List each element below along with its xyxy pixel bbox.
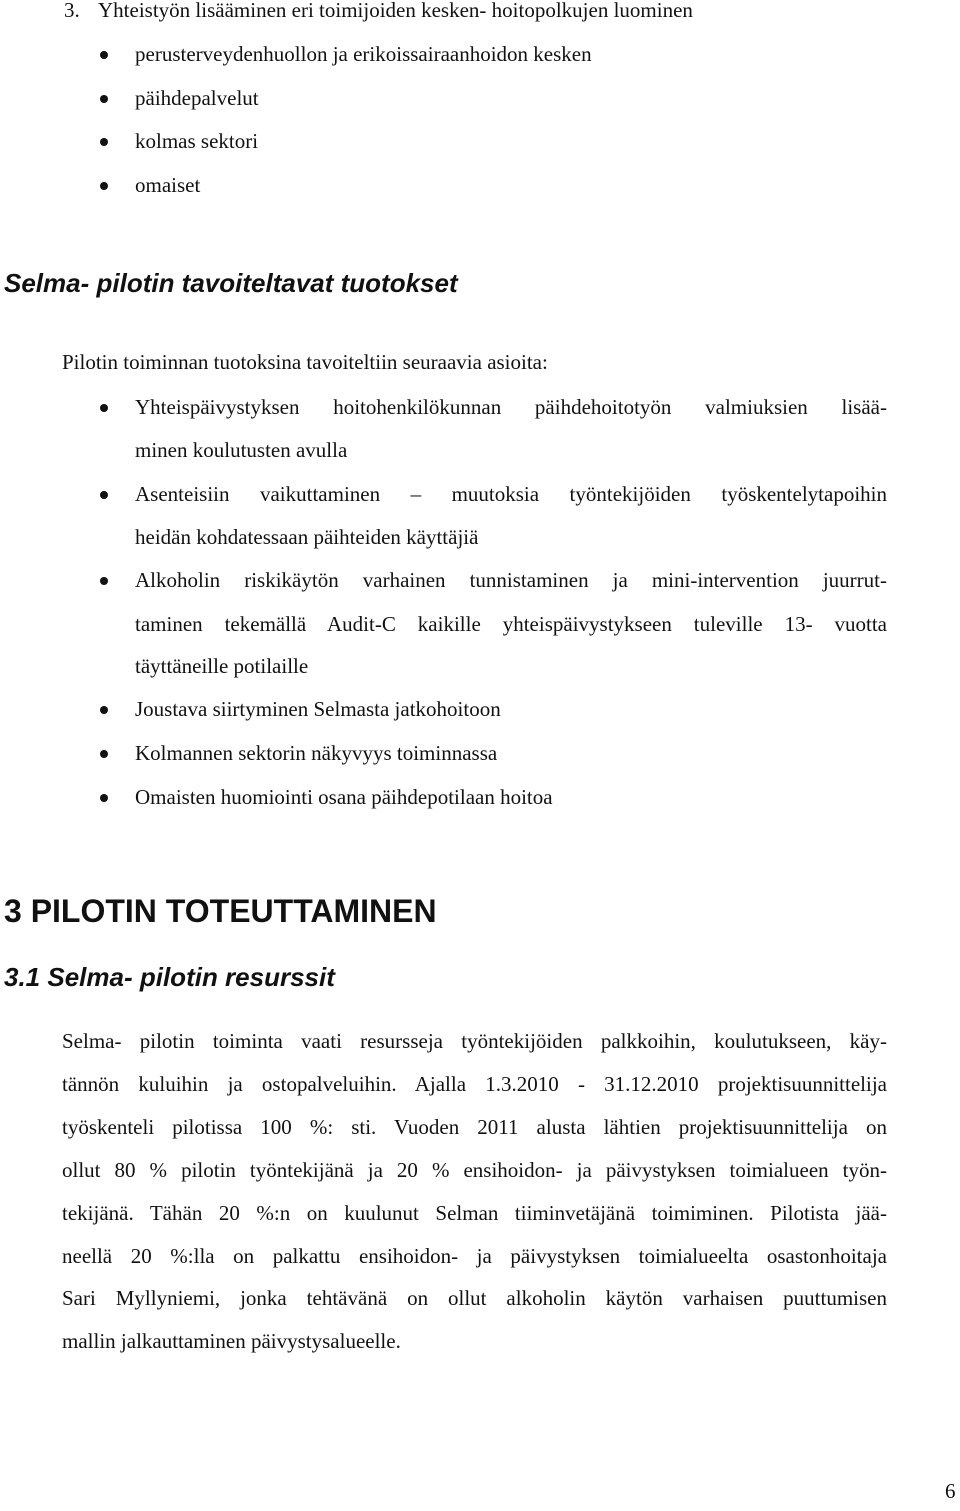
bullet-icon: [100, 404, 108, 412]
bullet-item-line: Alkoholin riskikäytön varhainen tunnistaminen ja mini-intervention juurrut-: [135, 568, 887, 592]
bullet-icon: [100, 577, 108, 585]
page-number: 6: [945, 1479, 956, 1503]
paragraph-line: mallin jalkauttaminen päivystysalueelle.: [62, 1329, 401, 1353]
bullet-item-line: Asenteisiin vaikuttaminen – muutoksia työntekijöiden työskentelytapoihin: [135, 482, 887, 506]
paragraph-line: Selma- pilotin toiminta vaati resursseja työntekijöiden palkkoihin, koulutukseen, käy-: [62, 1029, 887, 1053]
list-number: 3.: [64, 0, 80, 22]
bullet-item-line: minen koulutusten avulla: [135, 438, 348, 462]
bullet-icon: [100, 182, 108, 190]
bullet-icon: [100, 138, 108, 146]
paragraph-line: ollut 80 % pilotin työntekijänä ja 20 % ensihoidon- ja päivystyksen toimialueen työn-: [62, 1158, 887, 1182]
section-heading: Selma- pilotin tavoiteltavat tuotokset: [4, 268, 458, 298]
bullet-item-line: täyttäneille potilaille: [135, 654, 309, 678]
chapter-heading: 3 PILOTIN TOTEUTTAMINEN: [4, 893, 437, 929]
list-subitem: päihdepalvelut: [135, 86, 259, 110]
bullet-icon: [100, 794, 108, 802]
list-subitem: omaiset: [135, 173, 201, 197]
bullet-item-line: taminen tekemällä Audit-C kaikille yhteispäivystykseen tuleville 13- vuotta: [135, 612, 887, 636]
bullet-icon: [100, 750, 108, 758]
paragraph-line: neellä 20 %:lla on palkattu ensihoidon- ja päivystyksen toimialueelta osastonhoitaja: [62, 1244, 887, 1268]
list-subitem: kolmas sektori: [135, 129, 259, 153]
bullet-item-line: Kolmannen sektorin näkyvyys toiminnassa: [135, 741, 498, 765]
bullet-item-line: Omaisten huomiointi osana päihdepotilaan hoitoa: [135, 785, 553, 809]
paragraph-line: Sari Myllyniemi, jonka tehtävänä on ollut alkoholin käytön varhaisen puuttumisen: [62, 1286, 887, 1310]
list-item-title: Yhteistyön lisääminen eri toimijoiden kesken- hoitopolkujen luominen: [98, 0, 693, 22]
chapter-subheading: 3.1 Selma- pilotin resurssit: [4, 962, 335, 992]
bullet-item-line: Joustava siirtyminen Selmasta jatkohoitoon: [135, 697, 501, 721]
bullet-icon: [100, 95, 108, 103]
paragraph-line: työskenteli pilotissa 100 %: sti. Vuoden 2011 alusta lähtien projektisuunnittelija on: [62, 1115, 887, 1139]
bullet-icon: [100, 51, 108, 59]
paragraph-line: tännön kuluihin ja ostopalveluihin. Ajalla 1.3.2010 - 31.12.2010 projektisuunnittelija: [62, 1072, 887, 1096]
paragraph-line: tekijänä. Tähän 20 %:n on kuulunut Selman tiiminvetäjänä toimiminen. Pilotista jää-: [62, 1201, 887, 1225]
list-subitem: perusterveydenhuollon ja erikoissairaanhoidon kesken: [135, 42, 592, 66]
bullet-item-line: heidän kohdatessaan päihteiden käyttäjiä: [135, 525, 479, 549]
bullet-icon: [100, 706, 108, 714]
section-intro: Pilotin toiminnan tuotoksina tavoiteltiin seuraavia asioita:: [62, 350, 548, 374]
bullet-icon: [100, 491, 108, 499]
bullet-item-line: Yhteispäivystyksen hoitohenkilökunnan päihdehoitotyön valmiuksien lisää-: [135, 395, 887, 419]
